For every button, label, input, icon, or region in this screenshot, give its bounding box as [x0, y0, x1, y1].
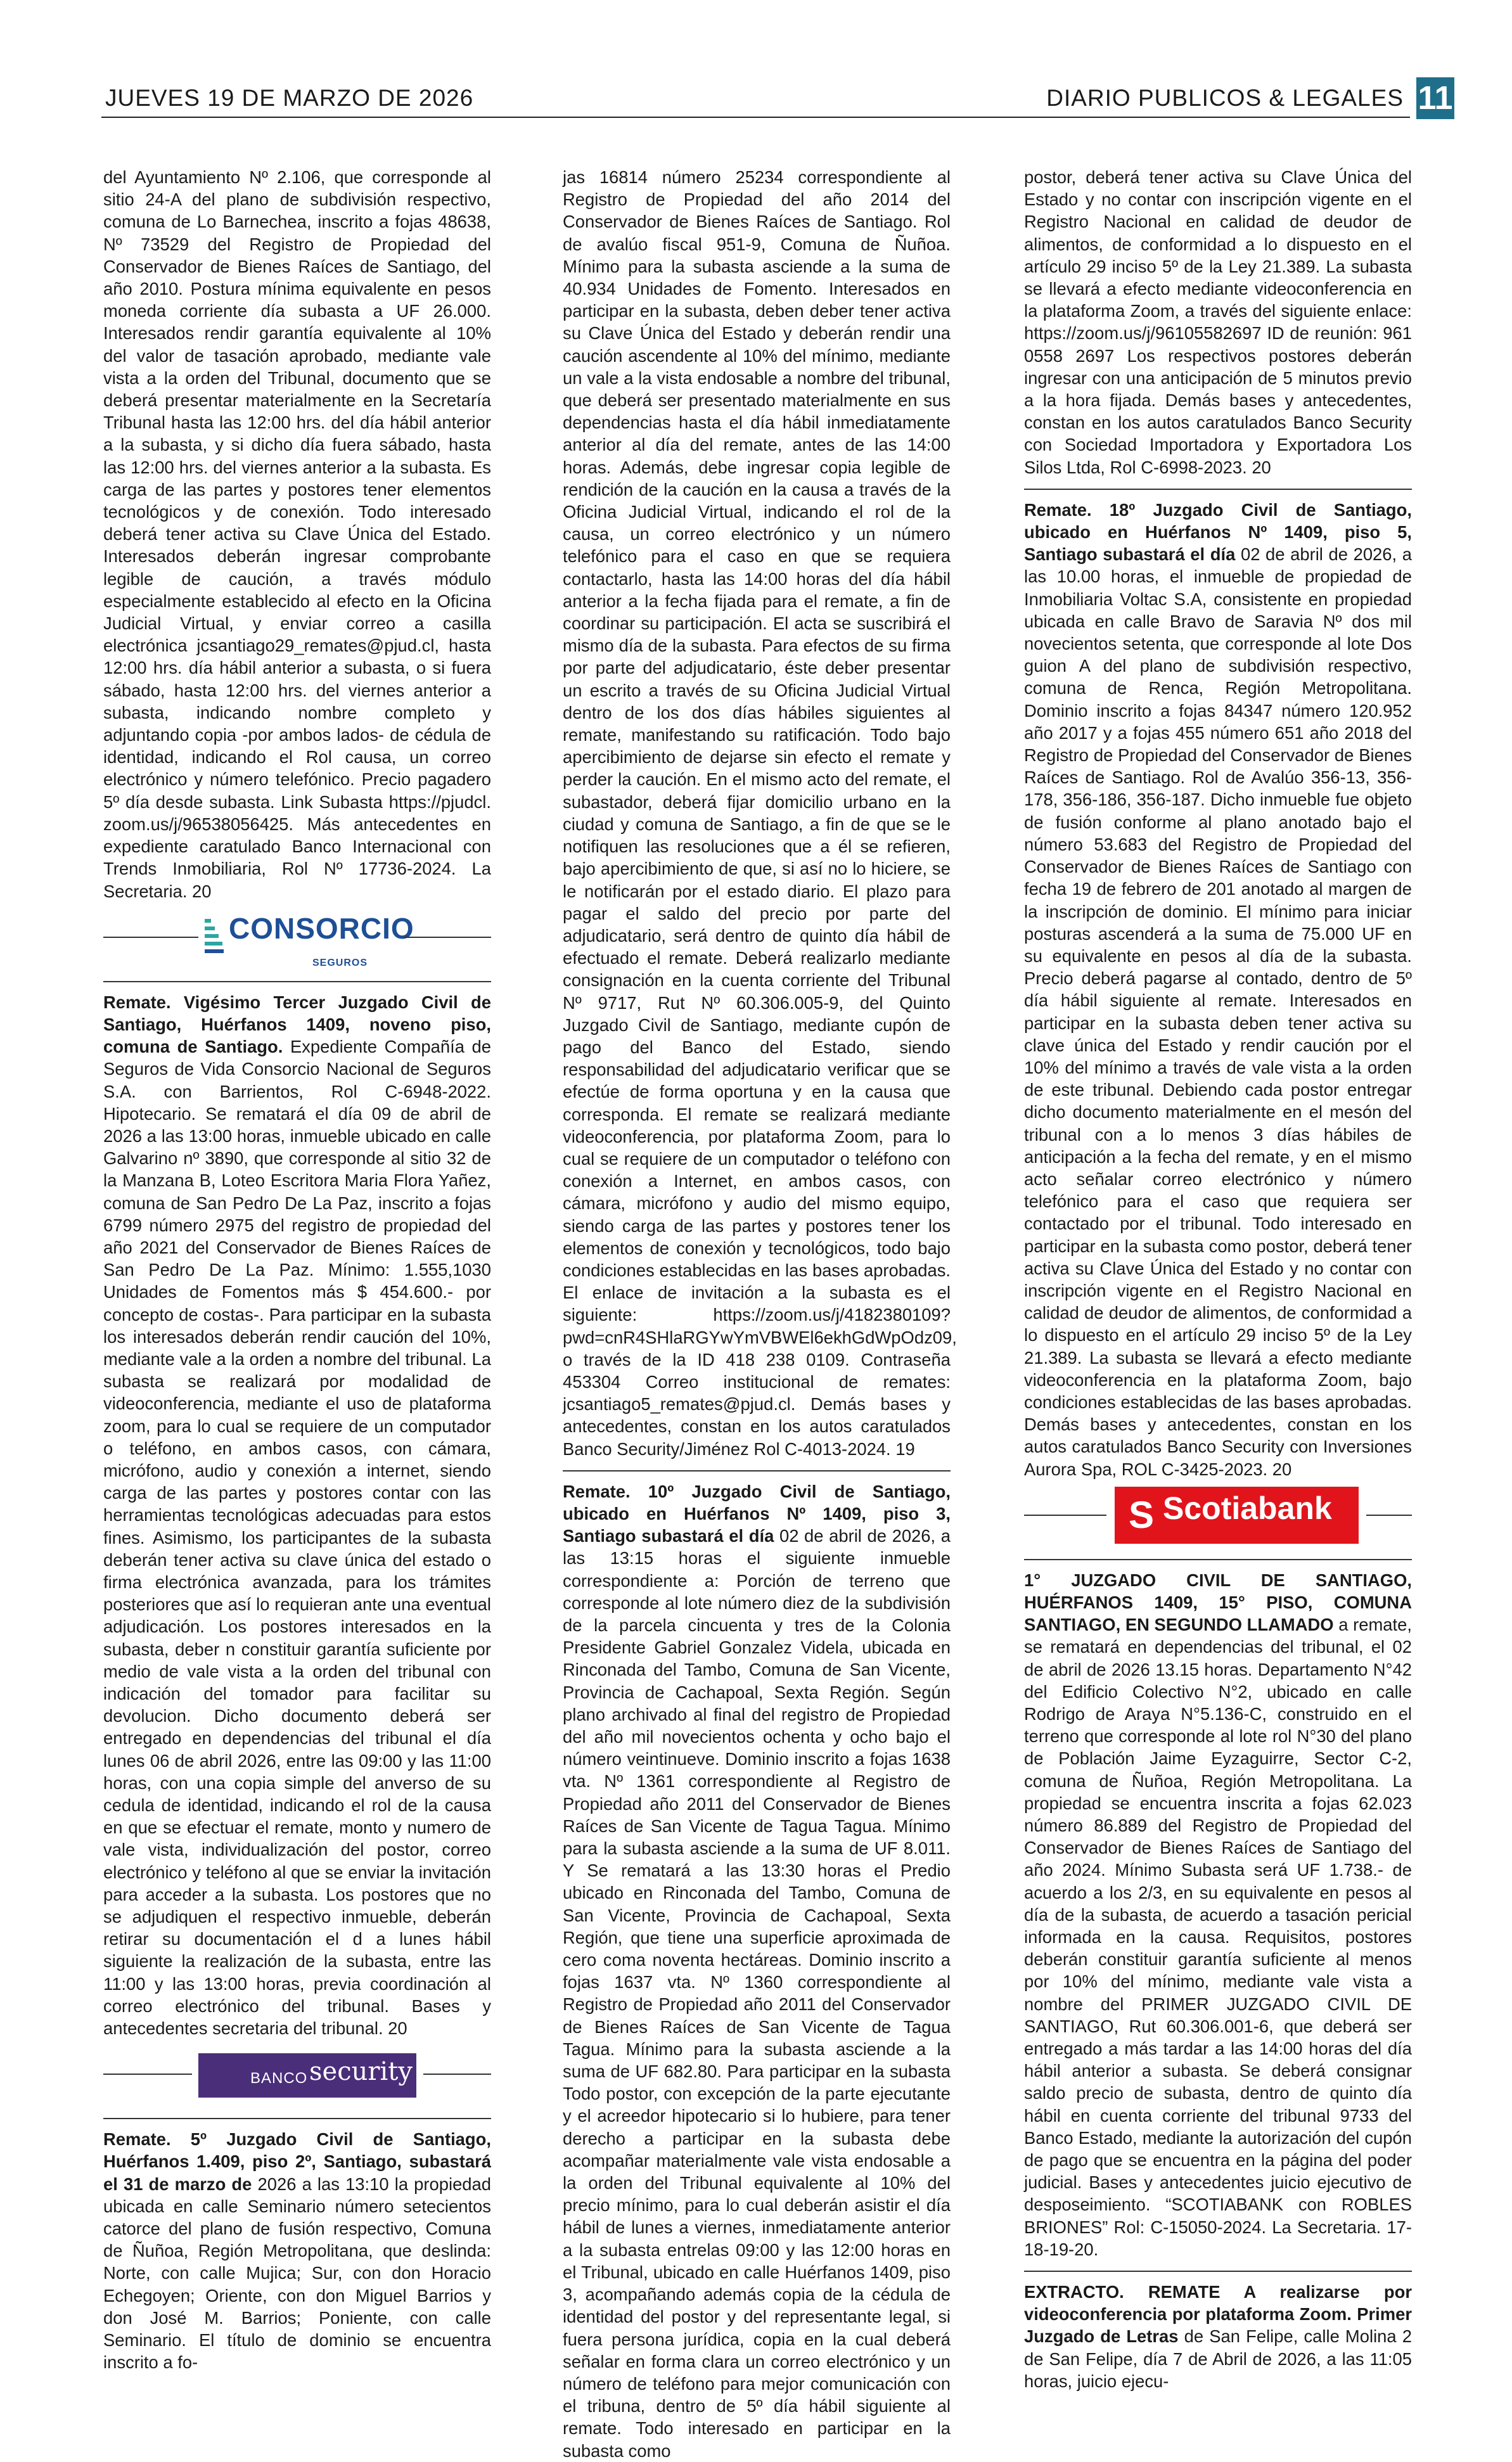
page-number: 11 — [1416, 77, 1454, 119]
notice-text: jas 16814 número 25234 correspondiente al Registro de Propiedad del año 2014 del Conservador de Bienes Raíces de Santiago. Rol de avalúo fiscal 951-9, Comuna de Ñuñoa. Mínimo para la subasta asciende a la suma de 40.934 Unidades de Fomento. Interesados en participar en la subasta, deben deber tener activa su Clave Única del Estado y deberán rendir una caución ascendente al 10% del mínimo, mediante un vale a la vista endosable a nombre del tribunal, que deberá ser presentado materialmente en sus dependencias hasta el día hábil inmediatamente anterior al día del remate, antes de las 14:00 horas. Además, debe ingresar copia legible de rendición de la caución en la causa a través de la Oficina Judicial Virtual, indicando el rol de la causa, un correo electrónico y un número telefónico para el caso en que se requiera contactarlo, hasta las 14:00 horas del día hábil anterior a la fecha fijada para el remate, a fin de coordinar su participación. El acta se suscribirá el mismo día de la subasta. Para efectos de su firma por parte del adjudicatario, éste deber presentar un escrito a través de su Oficina Judicial Virtual dentro de los dos días hábiles siguientes al remate, manifestando su ratificación. Todo bajo apercibimiento de dejarse sin efecto el remate y perder la caución. En el mismo acto del remate, el subastador, deberá fijar domicilio urbano en la ciudad y comuna de Santiago, a fin de que se le notifiquen las resoluciones que a él se refieren, bajo apercibimiento de que, si así no lo hiciere, se le notificarán por el estado diario. El plazo para pagar el saldo del precio por parte del adjudicatario, será dentro de quinto día hábil de efectuado el remate. Deberá realizarlo mediante consignación en la cuenta corriente del Tribunal Nº 9717, Rut Nº 60.306.005-9, del Quinto Juzgado Civil de Santiago, mediante cupón de pago del Banco del Estado, siendo responsabilidad del adjudicatario verificar que se efectúe de forma oportuna y en la causa que corresponda. El remate se realizará mediante videoconferencia, por plataforma Zoom, para lo cual se requiere de un computador o teléfono con conexión a Internet, en ambos casos, con cámara, micrófono y audio del mismo equipo, siendo carga de las partes y postores tener los elementos de conexión y tecnológicos, todo bajo condiciones establecidas en las bases aprobadas. El enlace de invitación a la subasta es el siguiente: https://zoom.us/j/4182380109? pwd=cnR4SHlaRGYwYmVBWEl6ekhGdWpOdz09, o través de la ID 418 238 0109. Contraseña 453304 Correo institucional de remates: jcsantiago5_remates@pjud.cl. Demás bases y antecedentes, constan en los autos caratulados Banco Security/Jiménez Rol C-4013-2024. 19 — [563, 167, 957, 1459]
notice-text: Remate. 10º Juzgado Civil de Santiago, ubicado en Huérfanos Nº 1409, piso 3, Santiago subastará el día 02 de abril de 2026, a las 13:15 horas el siguiente inmueble correspondiente a: Porción de terreno que corresponde al lote número diez de la subdivisión de la parcela cincuenta y tres de la Colonia Presidente Gabriel Gonzalez Videla, ubicada en Rinconada del Tambo, Comuna de San Vicente, Provincia de Cachapoal, Sexta Región. Según plano archivado al final del registro de Propiedad del año mil novecientos ochenta y ocho bajo el número veintinueve. Dominio inscrito a fojas 1638 vta. Nº 1361 correspondiente al Registro de Propiedad año 2011 del Conservador de Bienes Raíces de San Vicente de Tagua Tagua. Mínimo para la subasta asciende a la suma de UF 8.011. Y Se rematará a las 13:30 horas el Predio ubicado en Rinconada del Tambo, Comuna de San Vicente, Provincia de Cachapoal, Sexta Región, que tiene una superficie aproximada de cero coma noventa hectáreas. Dominio inscrito a fojas 1637 vta. Nº 1360 correspondiente al Registro de Propiedad año 2011 del Conservador de Bienes Raíces de San Vicente de Tagua Tagua. Mínimo para la subasta asciende a la suma de UF 682.80. Para participar en la subasta Todo postor, con excepción de la parte ejecutante y el acreedor hipotecario si lo hubiere, para tener derecho a participar en la subasta debe acompañar materialmente vale vista endosable a la orden del Tribunal equivalente al 10% del precio mínimo, para lo cual deberán asistir el día hábil de lunes a viernes, inmediatamente anterior a la subasta entrelas 09:00 y las 12:00 horas en el Tribunal, ubicado en calle Huérfanos 1409, piso 3, acompañando además copia de la cédula de identidad del postor y del representante legal, si fuera persona jurídica, copia en la cual deberá señalar en forma clara un correo electrónico y un número de teléfono para mejor comunicación con el tribuna, dentro de 5º día hábil siguiente al remate. Todo interesado en participar en la subasta como — [563, 1481, 951, 2461]
scotiabank-ad — [1024, 1480, 1412, 1549]
notice-text: Remate. Vigésimo Tercer Juzgado Civil de Santiago, Huérfanos 1409, noveno piso, comuna de Santiago. Expediente Compañía de Seguros de Vida Consorcio Nacional de Seguros S.A. con Barrientos, Rol C-6948-2022. Hipotecario. Se rematará el día 09 de abril de 2026 a las 13:00 horas, inmueble ubicado en calle Galvarino nº 3890, que corresponde al sitio 32 de la Manzana B, Loteo Escritora Maria Flora Yañez, comuna de San Pedro De La Paz, inscrito a fojas 6799 número 2975 del registro de propiedad del año 2021 del Conservador de Bienes Raíces de San Pedro De La Paz. Mínimo: 1.555,1030 Unidades de Fomentos más $ 454.600.- por concepto de costas-. Para participar en la subasta los interesados deberán rendir caución del 10%, mediante vale a la orden a nombre del tribunal. La subasta se realizará por modalidad de videoconferencia, mediante el uso de plataforma zoom, para lo cual se requiere de un computador o teléfono, en ambos casos, con cámara, micrófono, audio y conexión a internet, siendo carga de las partes y postores contar con las herramientas tecnológicas adecuadas para estos fines. Asimismo, los participantes de la subasta deberán tener activa su clave única del estado o firma electrónica avanzada, para los trámites posteriores que así lo requieran ante una eventual adjudicación. Los postores interesados en la subasta, deber n constituir garantía suficiente por medio de vale vista a la orden del tribunal con indicación del tomador para facilitar su devolucion. Dicho documento deberá ser entregado en dependencias del tribunal el día lunes 06 de abril 2026, entre las 09:00 y las 11:00 horas, con una copia simple del anverso de su cedula de identidad, indicando el rol de la causa en que se efectuar el remate, monto y numero de vale vista, individualización del postor, correo electrónico y teléfono al que se enviar la invitación para acceder a la subasta. Los postores que no se adjudiquen el respectivo inmueble, deberán retirar su documentación el d a lunes hábil siguiente la realización de la subasta, entre las 11:00 y las 13:00 horas, previa coordinación al correo electrónico del tribunal. Bases y antecedentes secretaria del tribunal. 20 — [103, 992, 491, 2039]
divider — [404, 937, 491, 938]
notice-text: EXTRACTO. REMATE A realizarse por videoconferencia por plataforma Zoom. Primer Juzgado de Letras de San Felipe, calle Molina 2 de San Felipe, día 7 de Abril de 2026, a las 11:05 horas, juicio ejecu- — [1024, 2282, 1412, 2391]
notice-heading: EXTRACTO. REMATE A realizarse por videoconferencia por plataforma Zoom. Primer Juzgado de Letras — [1024, 2282, 1412, 2347]
notice-text: del Ayuntamiento Nº 2.106, que corresponde al sitio 24-A del plano de subdivisión respectivo, comuna de Lo Barnechea, inscrito a fojas 48638, Nº 73529 del Registro de Propiedad del Conservador de Bienes Raíces de Santiago, del año 2010. Postura mínima equivalente en pesos moneda corriente día subasta a UF 26.000. Interesados rendir garantía equivalente al 10% del valor de tasación aprobado, mediante vale vista a la orden del Tribunal, documento que se deberá presentar materialmente en la Secretaría Tribunal hasta las 12:00 hrs. del día hábil anterior a la subasta, y si dicho día fuera sábado, hasta las 12:00 hrs. del viernes anterior a la subasta. Es carga de las partes y postores tener elementos tecnológicos y de conexión. Todo interesado deberá tener activa su Clave Única del Estado. Interesados deberán ingresar comprobante legible de caución, a través módulo especialmente establecido al efecto en la Oficina Judicial Virtual, y enviar correo a casilla electrónica jcsantiago29_remates@pjud.cl, hasta 12:00 hrs. día hábil anterior a subasta, o si fuera sábado, hasta 12:00 hrs. del viernes anterior a subasta, indicando nombre completo y adjuntando copia -por ambos lados- de cédula de identidad, indicando el Rol causa, un correo electrónico y número telefónico. Precio pagadero 5º día desde subasta. Link Subasta https://pjudcl. zoom.us/j/96538056425. Más antecedentes en expediente caratulado Banco Internacional con Trends Inmobiliaria, Rol Nº 17736-2024. La Secretaria. 20 — [103, 167, 491, 901]
column-2 — [563, 166, 957, 2462]
notice-text: Remate. 18º Juzgado Civil de Santiago, ubicado en Huérfanos Nº 1409, piso 5, Santiago subastará el día 02 de abril de 2026, a las 10.00 horas, el inmueble de propiedad de Inmobiliaria Voltac S.A, consistente en propiedad ubicada en calle Bravo de Saravia Nº dos mil novecientos setenta, que corresponde al lote Dos guion A del plano de subdivisión respectivo, comuna de Renca, Región Metropolitana. Dominio inscrito a fojas 84347 número 120.952 año 2017 y a fojas 455 número 651 año 2018 del Registro de Propiedad del Conservador de Bienes Raíces de Santiago. Rol de Avalúo 356-13, 356-178, 356-186, 356-187. Dicho inmueble fue objeto de fusión conforme al plano anotado bajo el número 53.683 del Registro de Propiedad del Conservador de Bienes Raíces de Santiago con fecha 19 de febrero de 201 anotado al margen de la inscripción de dominio. El mínimo para iniciar posturas ascenderá a la suma de 75.000 UF en su equivalente en pesos al día de la subasta. Precio deberá pagarse al contado, dentro de 5º día hábil siguiente al remate. Interesados en participar en la subasta deben tener activa su clave única del Estado y rendir caución por el 10% del mínimo a través de vale vista a la orden de este tribunal. Debiendo cada postor entregar dicho documento materialmente en el mesón del tribunal con a lo menos 3 días hábiles de anticipación a la fecha del remate, y en el mismo acto señalar correo electrónico y número telefónico para el caso que requiera ser contactado por el tribunal. Todo interesado en participar en la subasta como postor, deberá tener activa su Clave Única del Estado y no contar con inscripción vigente en el Registro Nacional en calidad de deudor de alimentos, de conformidad a lo dispuesto en el artículo 29 inciso 5º de la Ley 21.389. La subasta se llevará a efecto mediante videoconferencia en la plataforma Zoom, bajo condiciones establecidas de las bases aprobadas. Demás bases y antecedentes, constan en los autos caratulados Banco Security con Inversiones Aurora Spa, ROL C-3425-2023. 20 — [1024, 499, 1412, 1479]
notice-heading: Remate. 18º Juzgado Civil de Santiago, ubicado en Huérfanos Nº 1409, piso 5, Santiago subastará el día — [1024, 499, 1412, 565]
notice-heading: Remate. 5º Juzgado Civil de Santiago, Huérfanos 1.409, piso 2º, Santiago, subastará el 31 de marzo de — [103, 2129, 491, 2194]
column-3 — [1024, 166, 1412, 2392]
divider — [1024, 2271, 1412, 2272]
page-header — [101, 77, 1454, 123]
consorcio-logo — [205, 911, 414, 968]
banco-security-logo — [198, 2053, 416, 2098]
divider — [563, 1470, 951, 1471]
consorcio-bars-icon — [205, 919, 224, 957]
notice-heading: Remate. 10º Juzgado Civil de Santiago, ubicado en Huérfanos Nº 1409, piso 3, Santiago subastará el día — [563, 1481, 951, 1546]
issue-date: JUEVES 19 DE MARZO DE 2026 — [105, 85, 474, 111]
banco-label: BANCO — [250, 2070, 308, 2087]
notice-heading: Remate. Vigésimo Tercer Juzgado Civil de Santiago, Huérfanos 1409, noveno piso, comuna de Santiago. — [103, 992, 491, 1057]
divider — [103, 2074, 192, 2075]
consorcio-name: CONSORCIO — [229, 911, 414, 945]
divider — [423, 2074, 491, 2075]
scotiabank-logo — [1115, 1487, 1359, 1544]
newspaper-title: DIARIO PUBLICOS & LEGALES — [1046, 85, 1404, 111]
divider — [1024, 1559, 1412, 1560]
consorcio-sub: SEGUROS — [312, 957, 368, 968]
divider — [1024, 1515, 1106, 1516]
scotiabank-name: Scotiabank — [1163, 1490, 1332, 1526]
notice-text: postor, deberá tener activa su Clave Única del Estado y no contar con inscripción vigente en el Registro Nacional en calidad de deudor de alimentos, de conformidad a lo dispuesto en el artículo 29 inciso 5º de la Ley 21.389. La subasta se llevará a efecto mediante videoconferencia en la plataforma Zoom, a través del siguiente enlace: https://zoom.us/j/96105582697 ID de reunión: 961 0558 2697 Los respectivos postores deberán ingresar con una anticipación de 5 minutos previo a la hora fijada. Demás bases y antecedentes, constan en los autos caratulados Banco Security con Sociedad Importadora y Exportadora Los Silos Ltda, Rol C-6998-2023. 20 — [1024, 167, 1412, 477]
notice-heading: 1° JUZGADO CIVIL DE SANTIAGO, HUÉRFANOS 1409, 15° PISO, COMUNA SANTIAGO, EN SEGUNDO LLAMADO — [1024, 1570, 1412, 1635]
divider — [103, 2118, 491, 2119]
banco-security-ad — [103, 2039, 491, 2108]
column-1 — [103, 166, 491, 2373]
security-label: security — [309, 2057, 413, 2087]
notice-text: Remate. 5º Juzgado Civil de Santiago, Huérfanos 1.409, piso 2º, Santiago, subastará el 31 de marzo de 2026 a las 13:10 la propiedad ubicada en calle Seminario número setecientos catorce del plano de fusión respectivo, Comuna de Ñuñoa, Región Metropolitana, que deslinda: Norte, con calle Mujica; Sur, con don Horacio Echegoyen; Oriente, con don Miguel Barrios y don José M. Barrios; Poniente, con calle Seminario. El título de dominio se encuentra inscrito a fo- — [103, 2129, 492, 2373]
divider — [1024, 489, 1412, 490]
divider — [103, 981, 491, 982]
notice-text: 1° JUZGADO CIVIL DE SANTIAGO, HUÉRFANOS 1409, 15° PISO, COMUNA SANTIAGO, EN SEGUNDO LLAMADO a remate, se rematará en dependencias del tribunal, el 02 de abril de 2026 13.15 horas. Departamento N°42 del Edificio Colectivo N°2, ubicado en calle Rodrigo de Araya N°5.136-C, construido en el terreno que corresponde al lote rol N°30 del plano de Población Jaime Eyzaguirre, Sector C-2, comuna de Ñuñoa, Región Metropolitana. La propiedad se encuentra inscrita a fojas 62.023 número 86.889 del Registro de Propiedad del Conservador de Bienes Raíces de Santiago del año 2024. Mínimo Subasta será UF 1.738.- de acuerdo a los 2/3, en su equivalente en pesos al día de la subasta, de acuerdo a tasación pericial informada en la causa. Requisitos, postores deberán constituir garantía suficiente al menos por 10% del mínimo, mediante vale vista a nombre del PRIMER JUZGADO CIVIL DE SANTIAGO, Rut 60.306.001-6, que deberá ser entregado a más tardar a las 14:00 horas del día hábil anterior a subasta. Se deberá consignar saldo precio de subasta, dentro de quinto día hábil en cuenta corriente del tribunal 9733 del Banco Estado, mediante la autorización del cupón de pago que se encuentra en la página del poder judicial. Bases y antecedentes juicio ejecutivo de desposeimiento. “SCOTIABANK con ROBLES BRIONES” Rol: C-15050-2024. La Secretaria. 17-18-19-20. — [1024, 1570, 1412, 2259]
header-rule — [101, 117, 1410, 118]
consorcio-ad — [103, 902, 491, 971]
scotiabank-s-icon: S — [1128, 1493, 1155, 1536]
divider — [1366, 1515, 1412, 1516]
divider — [103, 937, 198, 938]
